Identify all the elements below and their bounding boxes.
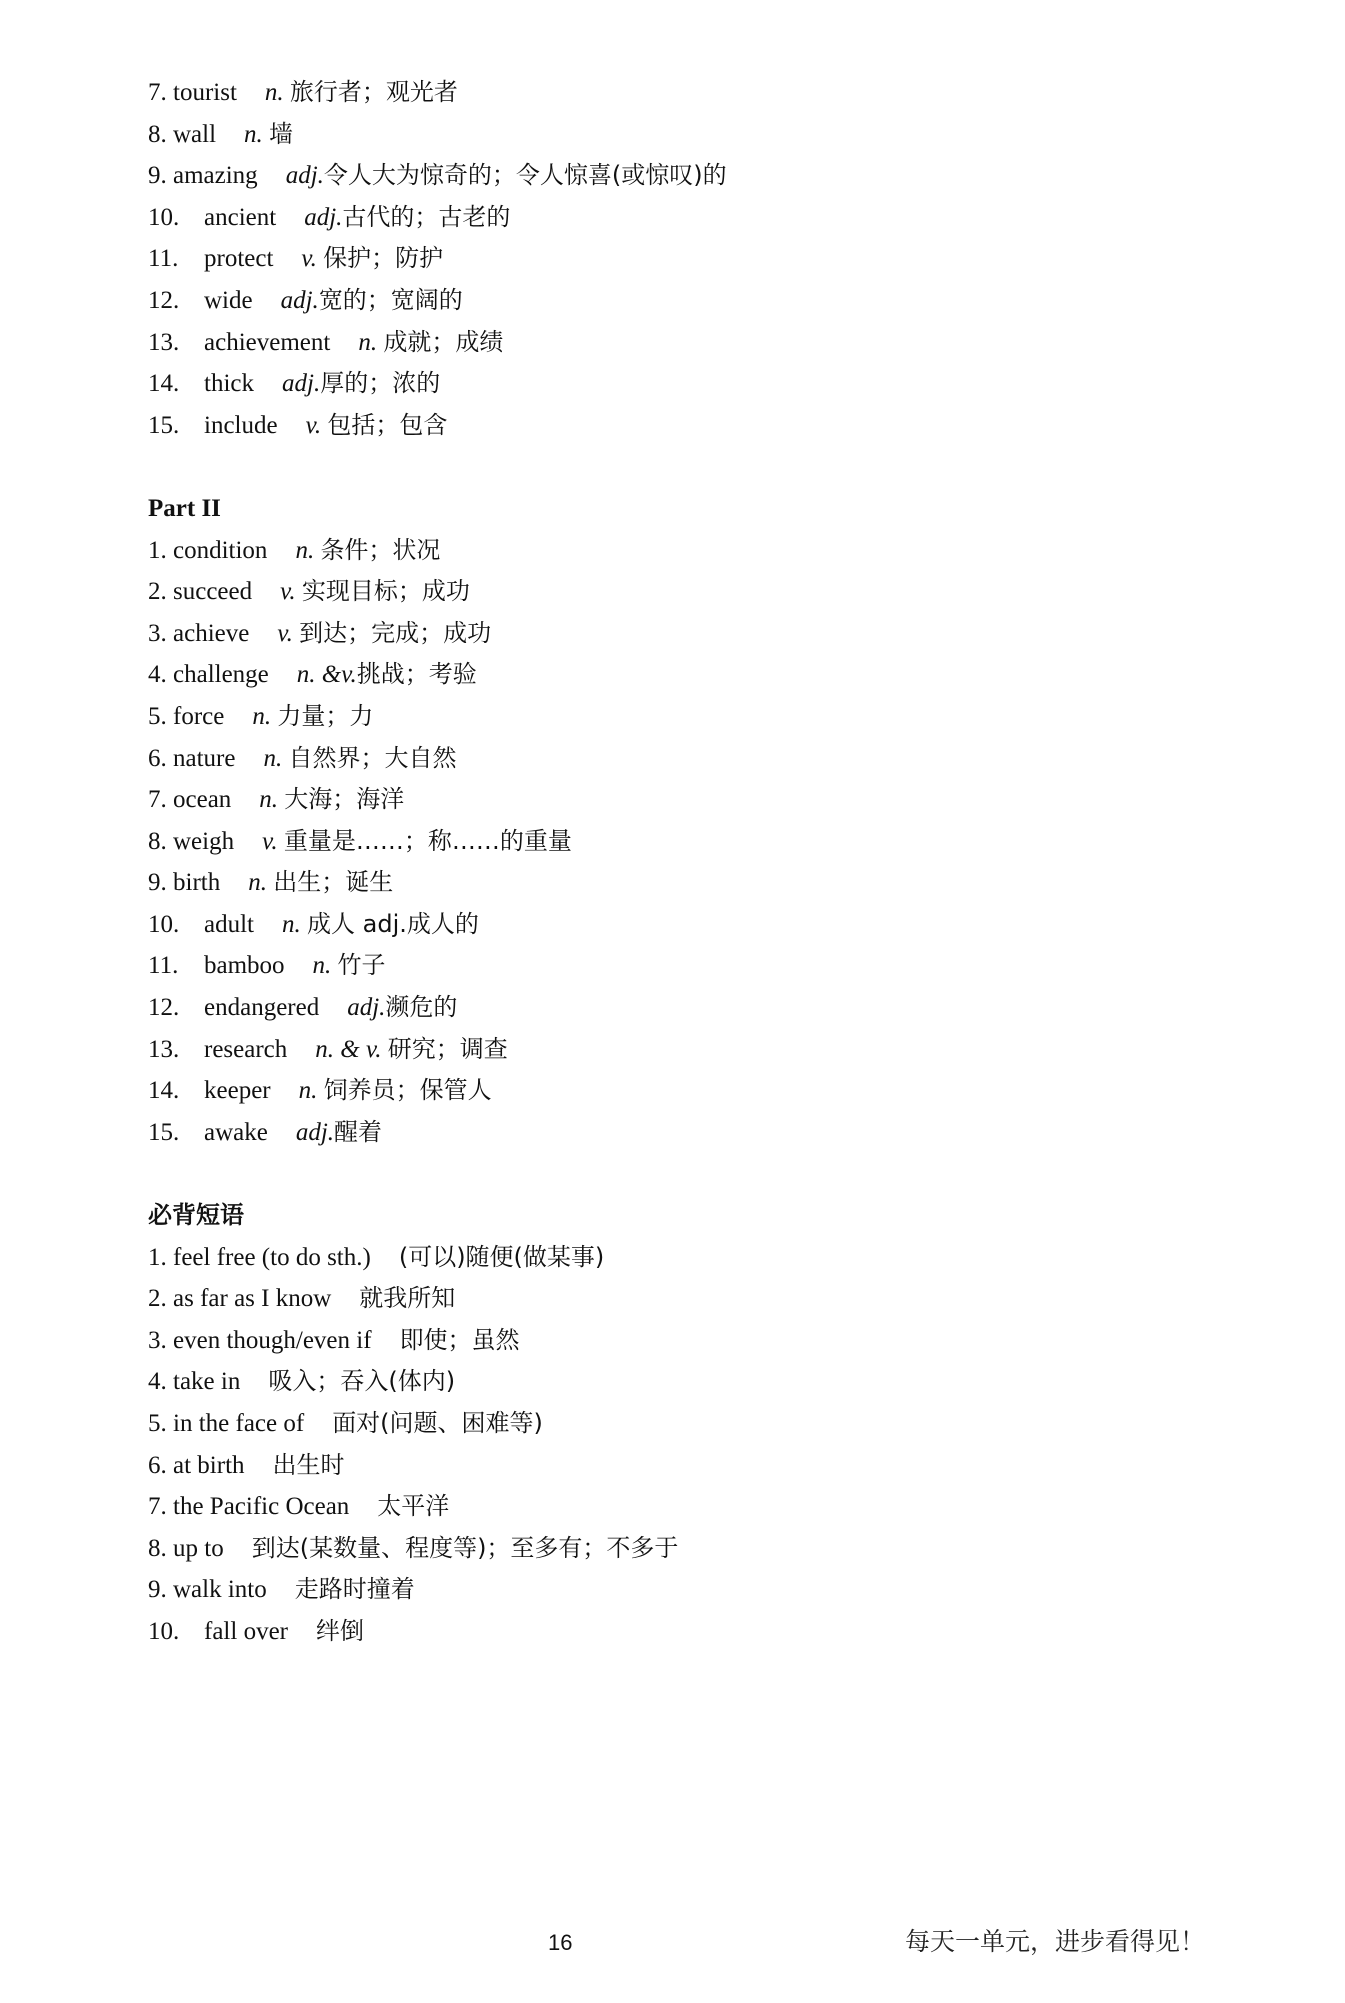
part-of-speech: n.	[282, 910, 301, 938]
vocab-meaning: 到达；完成；成功	[299, 618, 492, 647]
vocab-word: keeper	[204, 1077, 271, 1105]
item-number: 5.	[148, 1410, 167, 1437]
phrase-meaning: 到达(某数量、程度等)；至多有；不多于	[251, 1533, 679, 1562]
phrase-meaning: (可以)随便(做某事)	[398, 1242, 605, 1271]
vocab-item	[148, 696, 1248, 738]
vocab-item	[148, 1029, 1248, 1071]
part-of-speech: adj.	[282, 370, 321, 398]
phrase-meaning: 吸入；吞入(体内)	[268, 1367, 456, 1396]
page-number: 16	[548, 1930, 573, 1955]
vocab-meaning: 保护；防护	[323, 244, 444, 273]
vocab-meaning: 重量是……；称……的重量	[283, 826, 572, 855]
item-number: 3.	[148, 619, 167, 647]
part1-list	[148, 72, 1248, 446]
item-number: 8.	[148, 827, 167, 855]
phrase-text: feel free (to do sth.)	[173, 1243, 371, 1271]
item-number: 4.	[148, 1368, 167, 1396]
vocab-item	[148, 322, 1248, 364]
vocab-item	[148, 987, 1248, 1029]
phrase-meaning: 即使；虽然	[399, 1325, 520, 1354]
vocab-word: bamboo	[204, 952, 285, 980]
phrase-meaning: 面对(问题、困难等)	[332, 1409, 543, 1437]
vocab-meaning: 条件；状况	[320, 535, 441, 564]
part-of-speech: n. & v.	[315, 1035, 382, 1063]
vocab-meaning: 濒危的	[385, 993, 458, 1022]
section-heading-part2: Part II	[148, 494, 221, 522]
item-number: 14.	[148, 370, 180, 398]
vocab-word: endangered	[204, 994, 320, 1022]
vocab-word: condition	[173, 536, 268, 564]
section-heading-phrases: 必背短语	[148, 1201, 244, 1230]
item-number: 4.	[148, 661, 167, 689]
phrase-meaning: 走路时撞着	[294, 1575, 415, 1604]
vocab-word: force	[173, 702, 225, 730]
phrase-meaning: 绊倒	[315, 1616, 364, 1645]
item-number: 7.	[148, 786, 167, 814]
vocab-word: awake	[204, 1118, 268, 1146]
vocab-meaning: 自然界；大自然	[288, 743, 457, 772]
vocab-item	[148, 363, 1248, 405]
item-number: 8.	[148, 120, 167, 148]
phrase-item	[148, 1320, 1248, 1362]
vocab-word: achieve	[173, 619, 250, 647]
phrase-item	[148, 1445, 1248, 1487]
part-of-speech: n.	[263, 744, 283, 772]
phrase-item	[148, 1278, 1248, 1320]
phrase-text: fall over	[204, 1617, 288, 1645]
item-number: 15.	[148, 1118, 180, 1146]
vocab-meaning: 古代的；古老的	[342, 202, 511, 231]
item-number: 7.	[148, 1493, 167, 1521]
vocab-meaning: 醒着	[334, 1117, 383, 1146]
item-number: 10.	[148, 1617, 180, 1645]
phrase-item	[148, 1528, 1248, 1570]
vocab-item	[148, 821, 1248, 863]
vocab-meaning: 成就；成绩	[383, 327, 504, 356]
vocab-word: achievement	[204, 328, 331, 356]
phrase-text: as far as I know	[173, 1285, 332, 1313]
vocab-word: birth	[173, 869, 221, 897]
item-number: 11.	[148, 245, 179, 273]
item-number: 7.	[148, 79, 167, 106]
document-body	[148, 72, 1248, 1653]
vocab-item	[148, 1112, 1248, 1154]
part-of-speech: n.	[248, 869, 267, 897]
part-of-speech: n.	[252, 702, 272, 730]
phrase-item	[148, 1403, 1248, 1445]
phrase-text: take in	[173, 1368, 241, 1396]
phrase-text: at birth	[173, 1451, 245, 1479]
phrase-item	[148, 1611, 1248, 1653]
vocab-item	[148, 114, 1248, 156]
part-of-speech: adj.	[304, 203, 343, 231]
vocab-meaning: 墙	[269, 119, 294, 148]
vocab-meaning: 出生；诞生	[273, 868, 394, 897]
vocab-item	[148, 1070, 1248, 1112]
part-of-speech: n.	[264, 79, 284, 106]
phrase-text: the Pacific Ocean	[173, 1493, 350, 1521]
phrase-item	[148, 1361, 1248, 1403]
vocab-meaning: 宽的；宽阔的	[318, 285, 463, 314]
phrase-meaning: 太平洋	[377, 1492, 450, 1521]
phrase-meaning: 出生时	[272, 1450, 345, 1479]
item-number: 2.	[148, 1285, 167, 1313]
phrase-text: walk into	[173, 1576, 267, 1604]
vocab-word: wall	[173, 120, 217, 148]
vocab-item	[148, 904, 1248, 946]
vocab-item	[148, 405, 1248, 447]
phrase-item	[148, 1486, 1248, 1528]
vocab-word: adult	[204, 910, 254, 938]
part2-section	[148, 488, 1248, 1154]
phrase-text: up to	[173, 1534, 224, 1562]
item-number: 9.	[148, 162, 167, 190]
vocab-item	[148, 945, 1248, 987]
item-number: 1.	[148, 1243, 167, 1271]
part-of-speech: n.	[295, 536, 315, 564]
part-of-speech: v.	[262, 827, 278, 855]
item-number: 12.	[148, 994, 180, 1022]
vocab-item	[148, 155, 1248, 197]
vocab-item	[148, 571, 1248, 613]
vocab-item	[148, 738, 1248, 780]
item-number: 15.	[148, 411, 180, 439]
phrase-meaning: 就我所知	[359, 1284, 456, 1313]
vocab-word: protect	[204, 245, 274, 273]
vocab-meaning: 成人 adj.成人的	[307, 909, 479, 938]
vocab-word: ocean	[173, 786, 232, 814]
vocab-word: thick	[204, 370, 254, 398]
part-of-speech: n.	[244, 120, 263, 148]
vocab-word: research	[204, 1035, 288, 1063]
vocab-meaning: 力量；力	[277, 701, 374, 730]
vocab-word: tourist	[173, 79, 237, 106]
vocab-item	[148, 530, 1248, 572]
vocab-item	[148, 72, 1248, 114]
vocab-meaning: 研究；调查	[387, 1034, 508, 1063]
phrase-text: in the face of	[173, 1410, 305, 1437]
part-of-speech: v.	[301, 245, 317, 273]
vocab-meaning: 旅行者；观光者	[289, 78, 458, 106]
vocab-meaning: 大海；海洋	[284, 785, 405, 814]
item-number: 11.	[148, 952, 179, 980]
item-number: 12.	[148, 286, 180, 314]
vocab-item	[148, 238, 1248, 280]
vocab-item	[148, 779, 1248, 821]
vocab-meaning: 饲养员；保管人	[323, 1076, 492, 1105]
part-of-speech: n.	[298, 1077, 318, 1105]
vocab-word: succeed	[173, 578, 253, 606]
item-number: 13.	[148, 328, 180, 356]
spacer	[148, 1153, 1248, 1195]
phrase-item	[148, 1569, 1248, 1611]
vocab-word: include	[204, 411, 278, 439]
item-number: 8.	[148, 1534, 167, 1562]
item-number: 5.	[148, 702, 167, 730]
item-number: 10.	[148, 910, 180, 938]
item-number: 10.	[148, 203, 180, 231]
part-of-speech: n.	[358, 328, 378, 356]
part-of-speech: n. &v.	[296, 661, 357, 689]
vocab-item	[148, 197, 1248, 239]
vocab-meaning: 挑战；考验	[356, 660, 477, 689]
item-number: 9.	[148, 869, 167, 897]
vocab-word: amazing	[173, 162, 258, 190]
phrase-item	[148, 1237, 1248, 1279]
phrases-section	[148, 1195, 1248, 1653]
item-number: 3.	[148, 1326, 167, 1354]
part-of-speech: n.	[312, 952, 332, 980]
part-of-speech: adj.	[295, 1118, 335, 1146]
vocab-meaning: 竹子	[337, 951, 386, 980]
part-of-speech: n.	[259, 786, 279, 814]
part-of-speech: v.	[305, 411, 322, 439]
part-of-speech: v.	[277, 619, 293, 647]
part-of-speech: adj.	[280, 286, 319, 314]
part-of-speech: adj.	[347, 994, 386, 1022]
item-number: 1.	[148, 536, 167, 564]
vocab-item	[148, 280, 1248, 322]
vocab-meaning: 实现目标；成功	[301, 577, 470, 606]
item-number: 6.	[148, 744, 167, 772]
footer-slogan: 每天一单元，进步看得见！	[905, 1927, 1206, 1956]
item-number: 13.	[148, 1035, 180, 1063]
item-number: 6.	[148, 1451, 167, 1479]
phrase-text: even though/even if	[173, 1326, 372, 1354]
vocab-meaning: 包括；包含	[327, 410, 448, 439]
vocab-item	[148, 862, 1248, 904]
vocab-word: wide	[204, 286, 253, 314]
vocab-word: nature	[173, 744, 236, 772]
part-of-speech: adj.	[285, 162, 324, 190]
vocab-word: weigh	[173, 827, 235, 855]
vocab-item	[148, 613, 1248, 655]
vocab-word: ancient	[204, 203, 277, 231]
vocab-meaning: 令人大为惊奇的；令人惊喜(或惊叹)的	[323, 161, 727, 190]
spacer	[148, 446, 1248, 488]
vocab-item	[148, 654, 1248, 696]
part-of-speech: v.	[280, 578, 296, 606]
vocab-meaning: 厚的；浓的	[320, 369, 441, 398]
item-number: 9.	[148, 1576, 167, 1604]
item-number: 2.	[148, 578, 167, 606]
vocab-word: challenge	[173, 661, 269, 689]
item-number: 14.	[148, 1077, 180, 1105]
